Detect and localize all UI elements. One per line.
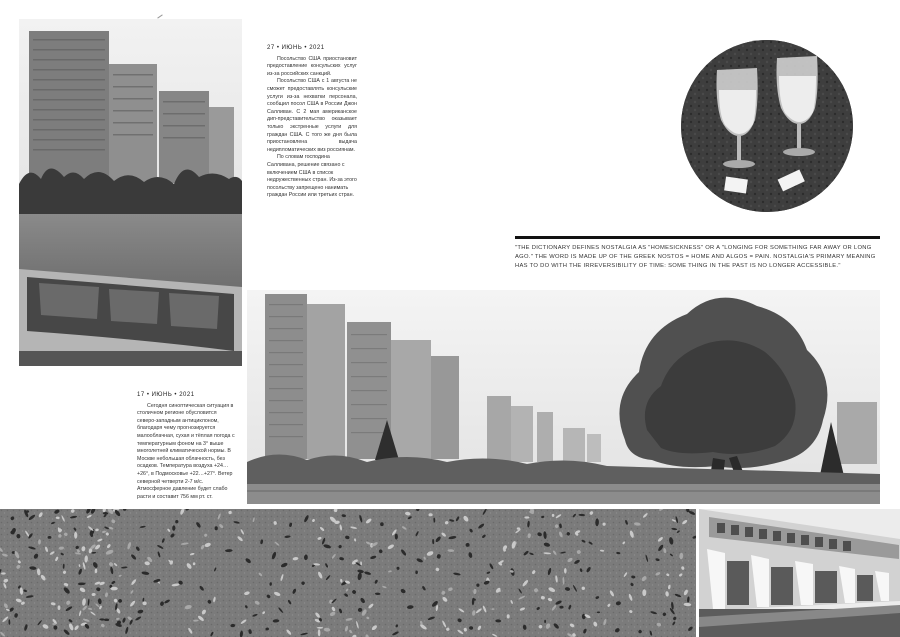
photo-modernist-building [699, 509, 900, 637]
article-date: 17 • ИЮНЬ • 2021 [137, 392, 195, 398]
article-june27 [267, 45, 357, 200]
article-paragraph: Сегодня синоптическая ситуация в столичном регионе обусловится северо-западным антициклоном, благодаря чему прогнозируется малооблачная, сухая и тёплая погода с температурным фоном на 3° выше многолетней климатической нормы. В Москве небольшая облачность, без осадков. Температура воздуха +24…+26°, в Подмосковье +22…+27°. Ветер северной четверти 2-7 м/с. Атмосферное давление будет слабо расти и составит 756 мм рт. ст. [137, 402, 235, 500]
article-date: 27 • ИЮНЬ • 2021 [267, 45, 325, 51]
article-paragraph: По словам господина Салливана, решение связано с включением США в список недружественных стран. Из-за этого посольству запрещено нанимать граждан России или третьих стран. [267, 154, 357, 199]
photo-leaves-on-asphalt [0, 509, 696, 637]
corner-mark [157, 14, 162, 18]
article-june17 [137, 392, 235, 501]
article-paragraph: Посольство США приостановит предоставление консульских услуг из-за российских санкций. [267, 55, 357, 77]
quote-divider [515, 236, 880, 239]
photo-towers-puddle [19, 19, 242, 366]
nostalgia-quote: "THE DICTIONARY DEFINES NOSTALGIA AS "HOMESICKNESS" OR A "LONGING FOR SOMETHING FAR AWAY OR LONG AGO." THE WORD IS MADE UP OF THE GREEK NOSTOS = HOME AND ALGOS = PAIN. NOSTALGIA'S PRIMARY MEANING HAS TO DO WITH THE IRREVERSIBILITY OF TIME: SOME THING IN THE PAST IS NO LONGER ACCESSIBLE." [515, 245, 876, 269]
photo-panorama-towers-willow [247, 290, 880, 504]
photo-champagne-glasses [681, 40, 853, 212]
article-paragraph: Посольство США с 1 августа не сможет предоставлять консульские услуги из-за нехватки персонала, сообщил посол США в России Джон Салливан. С 2 мая американское дип-представительство оказывает только экстренные услуги для граждан США. С того же дня была приостановлена выдача недипломатических виз россиянам. [267, 78, 357, 153]
